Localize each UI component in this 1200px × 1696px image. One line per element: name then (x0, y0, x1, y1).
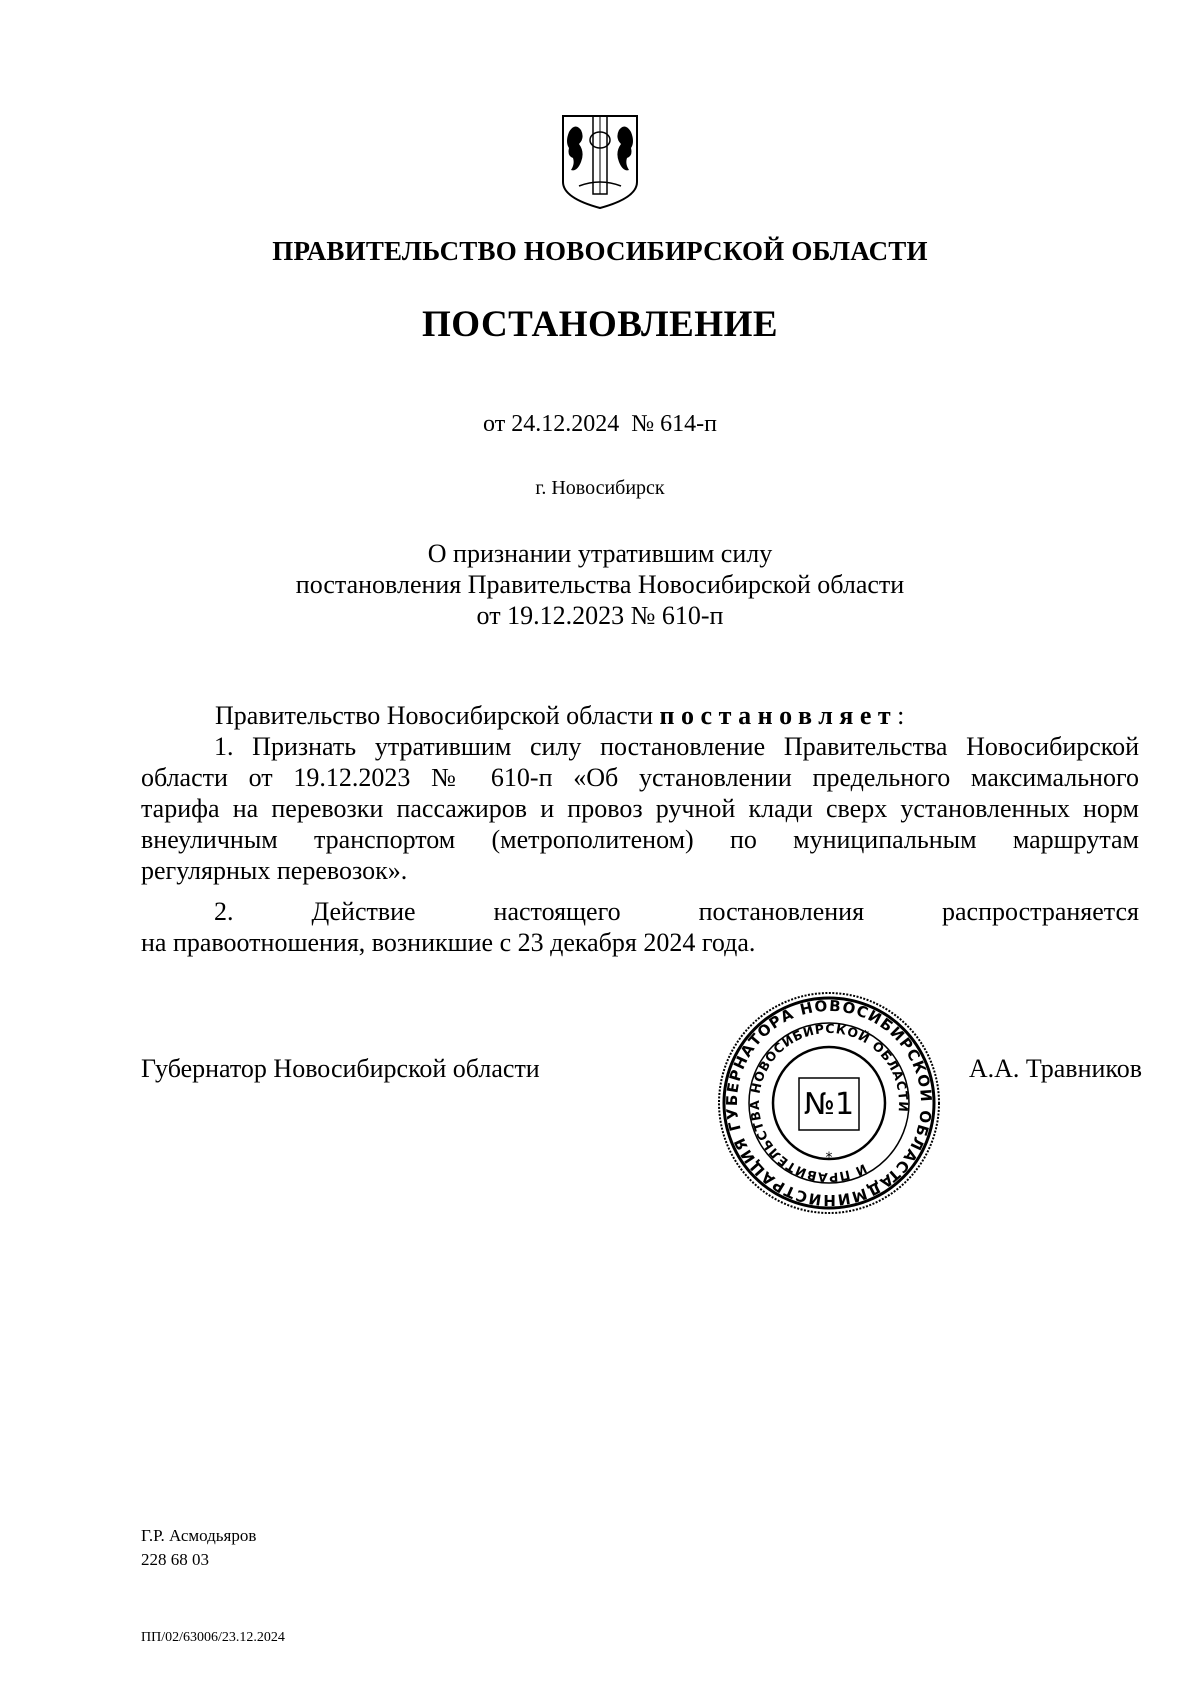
item-1-line: 1. Признать утратившим силу постановление Правительства Новосибирской (214, 732, 1139, 761)
preamble-suffix: : (897, 701, 905, 730)
preamble-prefix: Правительство Новосибирской области (215, 701, 660, 730)
signatory-position: Губернатор Новосибирской области (141, 1054, 540, 1083)
item-1-line: регулярных перевозок». (141, 856, 408, 885)
document-subject (0, 538, 1200, 631)
decree-preamble (215, 700, 904, 731)
item-1-line: тарифа на перевозки пассажиров и провоз ручной клади сверх установленных норм (141, 794, 1139, 823)
government-name-heading: ПРАВИТЕЛЬСТВО НОВОСИБИРСКОЙ ОБЛАСТИ (272, 236, 928, 266)
coat-of-arms-icon (555, 112, 645, 212)
seal-number: №1 (803, 1087, 855, 1122)
item-1-line: внеуличным транспортом (метрополитеном) по муниципальным маршрутам (141, 825, 1139, 854)
preamble-keyword: постановляет (659, 701, 898, 730)
document-date-number: от 24.12.2024 № 614-п (483, 411, 717, 437)
document-type-title: ПОСТАНОВЛЕНИЕ (421, 304, 779, 345)
official-seal-stamp (716, 990, 942, 1216)
decree-item-1 (141, 731, 1139, 886)
subject-line: постановления Правительства Новосибирской области (295, 570, 905, 599)
executor-phone: 228 68 03 (141, 1550, 209, 1569)
document-city: г. Новосибирск (535, 477, 665, 499)
seal-star-icon: * (825, 1150, 833, 1166)
signatory-name: А.А. Травников (968, 1054, 1142, 1083)
executor-name: Г.Р. Асмодьяров (141, 1526, 257, 1545)
subject-line: О признании утратившим силу (427, 539, 773, 568)
item-1-line: области от 19.12.2023 № 610-п «Об установлении предельного максимального (141, 763, 1139, 792)
subject-line: от 19.12.2023 № 610-п (476, 601, 724, 630)
seal-outer-text: АДМИНИСТРАЦИЯ ГУБЕРНАТОРА НОВОСИБИРСКОЙ ОБЛАСТИ (722, 996, 936, 1210)
seal-inner-text: И ПРАВИТЕЛЬСТВА НОВОСИБИРСКОЙ ОБЛАСТИ (746, 1020, 912, 1186)
decree-item-2 (141, 896, 1139, 958)
item-2-line: 2. Действие настоящего постановления распространяется (214, 897, 1139, 926)
item-2-line: на правоотношения, возникшие с 23 декабря 2024 года. (141, 928, 756, 957)
document-registry-code: ПП/02/63006/23.12.2024 (141, 1630, 285, 1645)
